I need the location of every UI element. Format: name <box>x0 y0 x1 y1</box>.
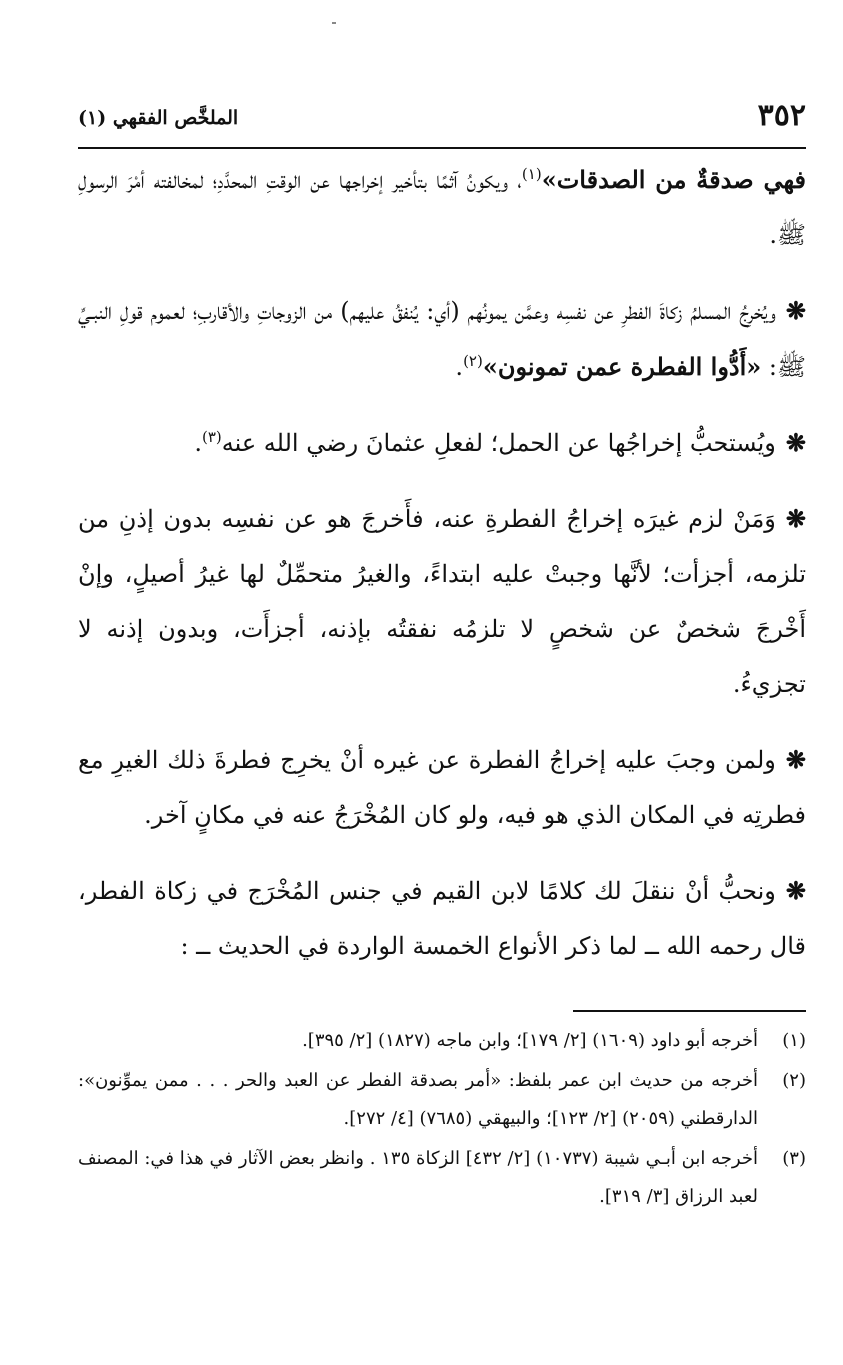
paragraph-text: وَمَنْ لزم غيرَه إخراجُ الفطرةِ عنه، فأَخرجَ هو عن نفسِه بدون إذنِ من تلزمه، أجزأت؛ لأنَّها وجبتْ عليه ابتداءً، والغيرُ متحمِّلٌ لها غيرُ أصيلٍ، وإنْ أَخْرجَ شخصٌ عن شخصٍ لا تلزمُه نفقتُه بإذنه، أجزأَت، وبدون إذنه لا تجزيءُ. <box>78 505 807 698</box>
paragraph-3 <box>78 415 806 471</box>
asterisk-marker: ❋ <box>785 296 806 325</box>
paragraph-4 <box>78 491 806 712</box>
paragraph-text: ويُستحبُّ إخراجُها عن الحمل؛ لفعلِ عثمانَ رضي الله عنه <box>221 429 776 457</box>
hadith-quote: «أَدُّوا الفطرة عمن تمونون» <box>482 352 762 381</box>
footnote-text: أخرجه ابن أبـي شيبة (١٠٧٣٧) [٢/ ٤٣٢] الزكاة ١٣٥ . وانظر بعض الآثار في هذا في: المصنف لعبد الرزاق [٣/ ٣١٩]. <box>78 1148 758 1207</box>
paragraph-text: ولمن وجبَ عليه إخراجُ الفطرة عن غيره أنْ يخرِج فطرةَ ذلك الغيرِ مع فطرتِه في المكان الذي هو فيه، ولو كان المُخْرَجُ عنه في مكانٍ آخر. <box>78 746 806 829</box>
paragraph-text: ويُخرِجُ المسلمُ زكاةَ الفطرِ عن نفسِه وعمَّن يمونُهم (أي: يُنفقُ عليهم) من الزوجاتِ والأقاربِ؛ لعموم قولِ النبـيِّ ﷺ: <box>78 297 806 381</box>
footnote-2 <box>78 1062 806 1138</box>
quote-end: فهي صدقةٌ من الصدقات» <box>541 165 806 194</box>
asterisk-marker: ❋ <box>785 428 806 457</box>
paragraph-1 <box>78 152 806 263</box>
paragraph-text: ونحبُّ أنْ ننقلَ لك كلامًا لابن القيم في جنس المُخْرَج في زكاة الفطر، قال رحمه الله ــ لما ذكر الأنواع الخمسة الواردة في الحديث ــ : <box>78 877 806 960</box>
paragraph-end: . <box>194 429 202 457</box>
paragraph-end: . <box>455 353 464 381</box>
body-text <box>78 152 806 994</box>
footnote-text: أخرجه أبو داود (١٦٠٩) [٢/ ١٧٩]؛ وابن ماجه (١٨٢٧) [٢/ ٣٩٥]. <box>302 1030 758 1051</box>
footnote-number: (٢) <box>782 1070 806 1091</box>
footnote-ref-2: (٢) <box>463 352 483 370</box>
paragraph-6 <box>78 863 806 974</box>
footnote-ref-1: (١) <box>521 165 542 183</box>
footnote-1 <box>78 1022 806 1060</box>
asterisk-marker: ❋ <box>785 504 806 533</box>
footnote-separator <box>573 1010 806 1012</box>
page-header <box>78 96 806 140</box>
asterisk-marker: ❋ <box>785 745 806 774</box>
paragraph-2 <box>78 283 806 395</box>
footnote-text: أخرجه من حديث ابن عمر بلفظ: «أمر بصدقة الفطر عن العبد والحر . . . ممن يموِّنون»: الدارقطني (٢٠٥٩) [٢/ ١٢٣]؛ والبيهقي (٧٦٨٥) [٤/ ٢٧٢]. <box>78 1070 758 1129</box>
running-title: الملخَّص الفقهي (١) <box>78 107 239 129</box>
paragraph-text: ، ويكونُ آثمًا بتأخير إخراجها عن الوقتِ المحدَّدِ؛ لمخالفته أمْرَ الرسولِ ﷺ. <box>78 166 806 249</box>
header-rule <box>78 147 806 149</box>
footnote-number: (١) <box>782 1030 806 1051</box>
footnotes <box>78 1022 806 1218</box>
page-number: ٣٥٢ <box>757 98 806 133</box>
asterisk-marker: ❋ <box>785 876 806 905</box>
paragraph-5 <box>78 732 806 843</box>
footnote-number: (٣) <box>782 1148 806 1169</box>
scan-speck <box>332 22 336 24</box>
footnote-3 <box>78 1140 806 1216</box>
footnote-ref-3: (٣) <box>201 428 222 446</box>
